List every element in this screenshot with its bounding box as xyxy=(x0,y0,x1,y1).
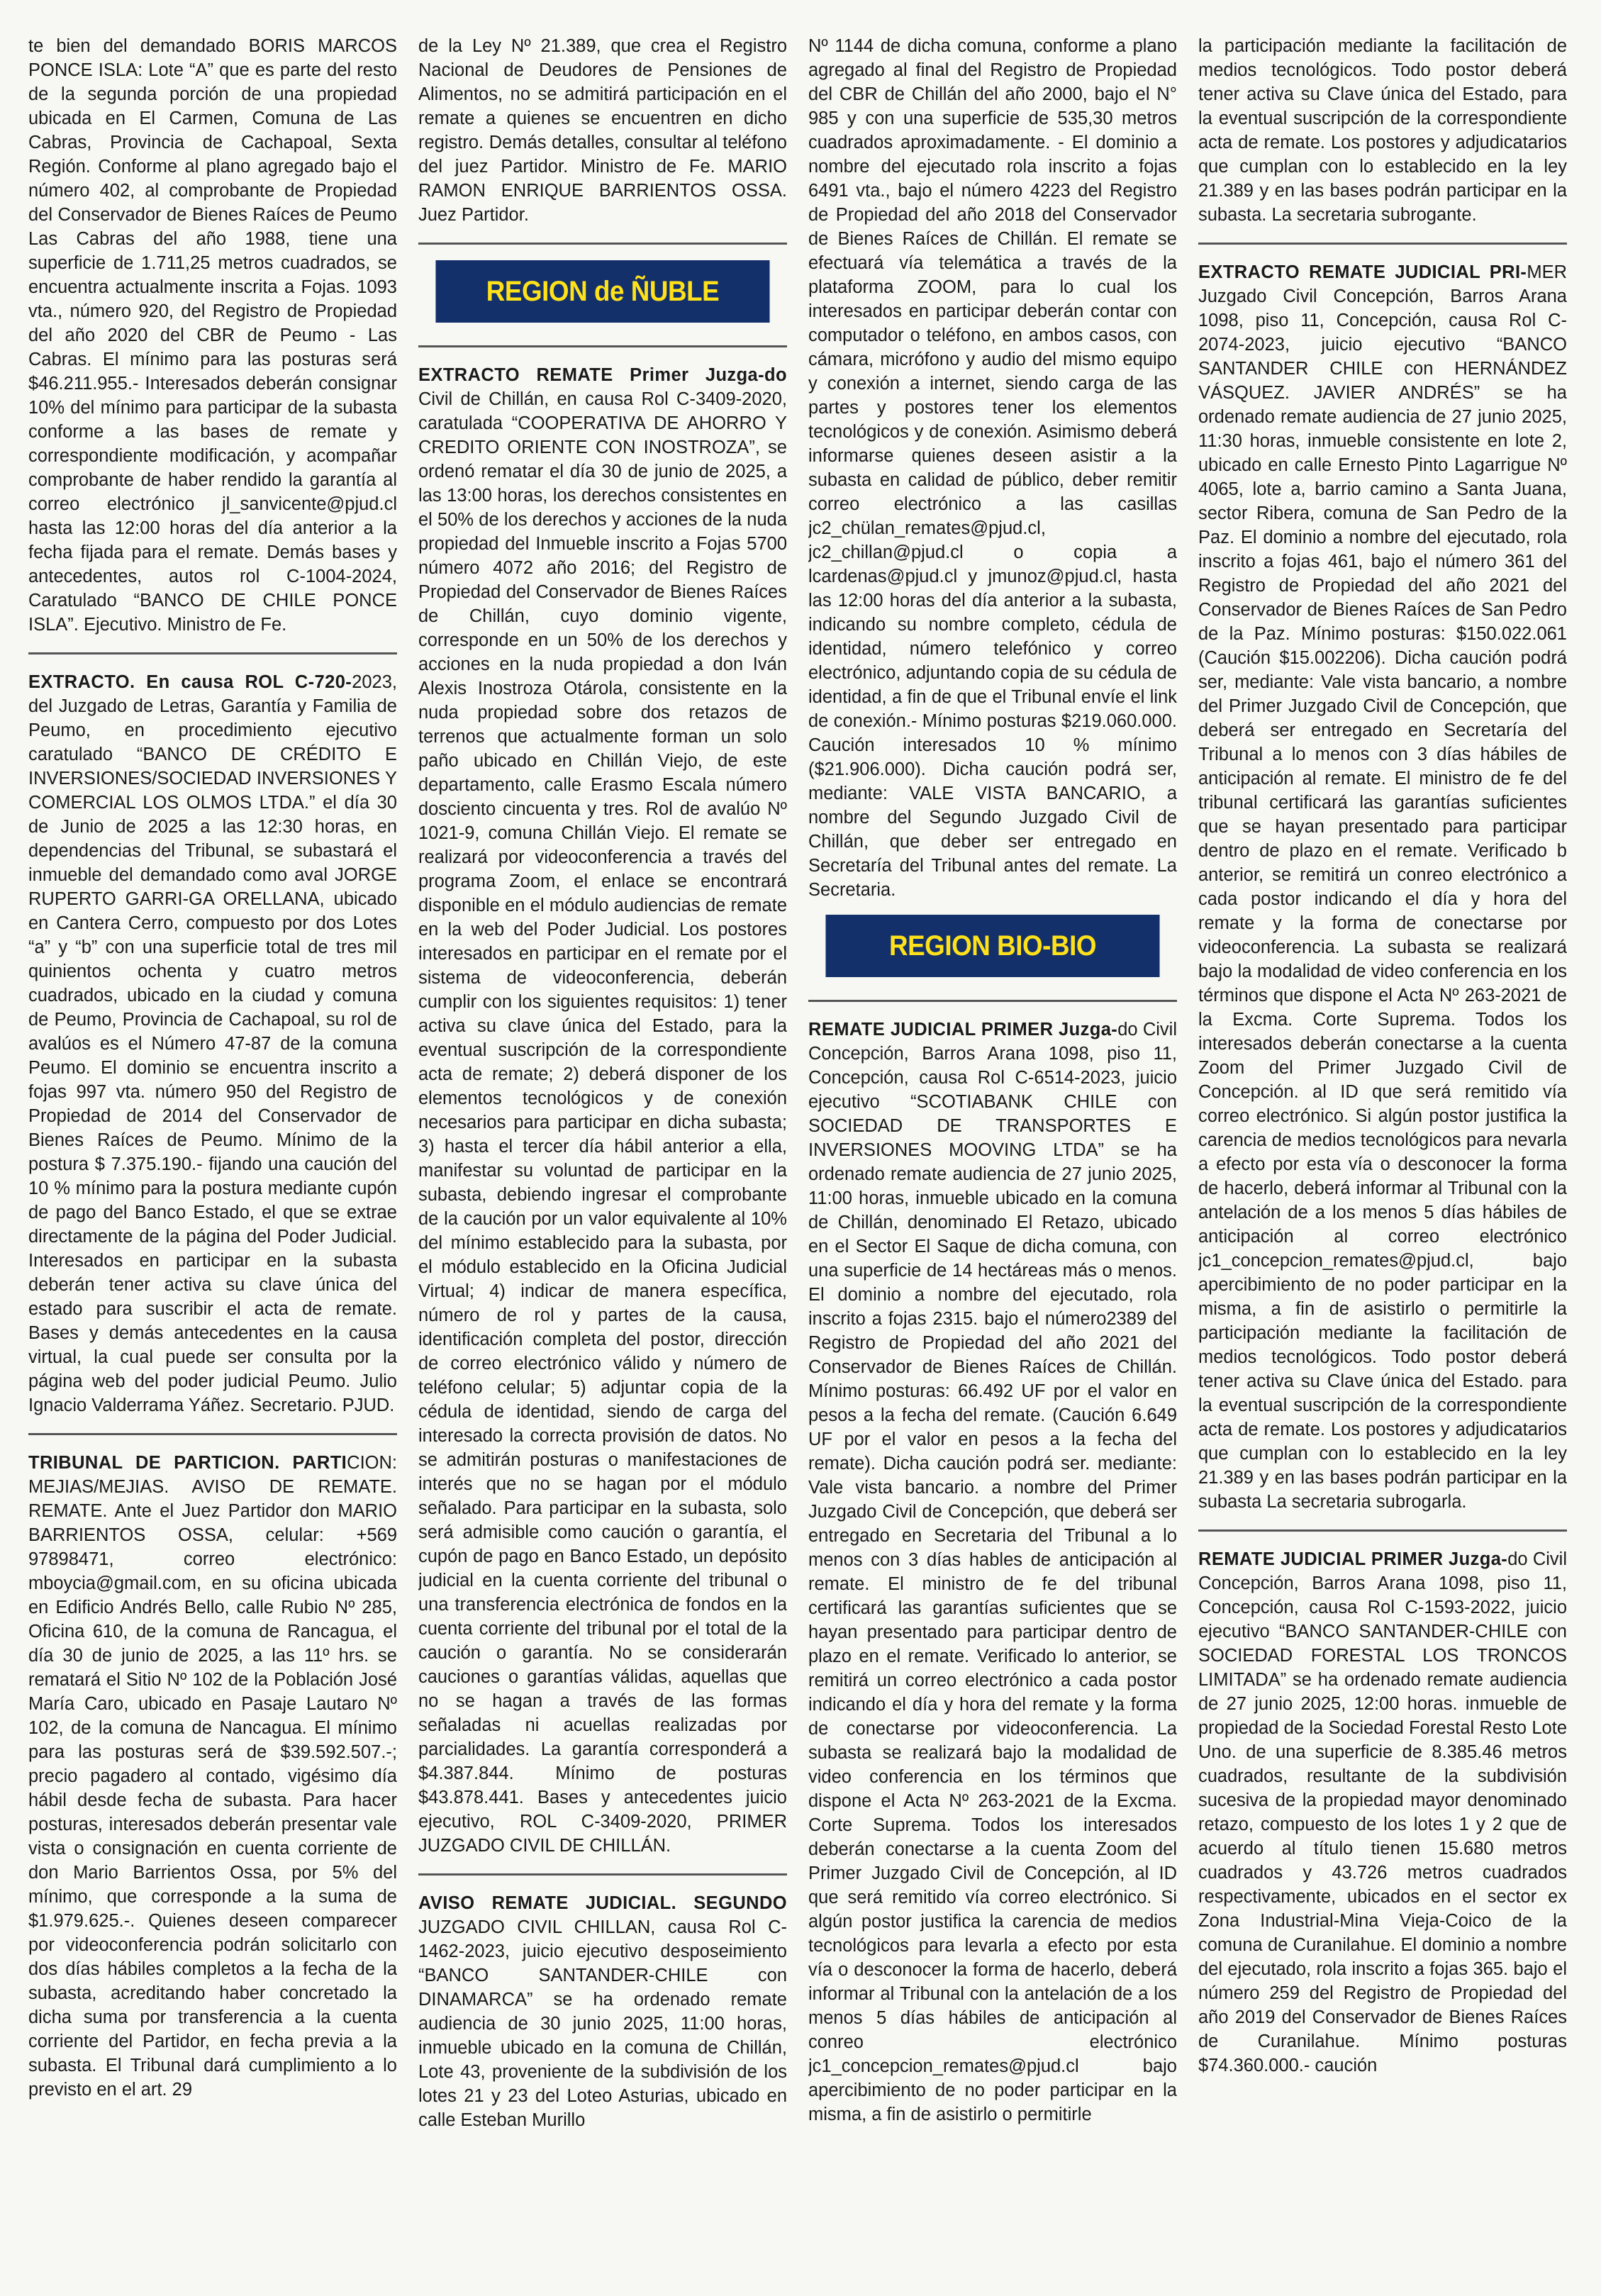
legal-notice xyxy=(28,670,397,1417)
legal-notice xyxy=(418,363,787,1858)
column-divider-rule xyxy=(1198,243,1567,245)
notice-heading: AVISO REMATE JUDICIAL. SEGUNDO xyxy=(418,1893,787,1913)
column-divider-rule xyxy=(418,345,787,347)
legal-notice xyxy=(28,34,397,637)
column-divider-rule xyxy=(418,243,787,245)
column-divider-rule xyxy=(28,652,397,654)
notice-heading: EXTRACTO. En causa ROL C-720- xyxy=(28,672,352,692)
notice-body: Civil de Chillán, en causa Rol C-3409-2020, caratulada “COOPERATIVA DE AHORRO Y CREDITO ORIENTE CON INOSTROZA”, se ordenó rematar el día 30 de junio de 2025, a las 13:00 horas, los derechos consistentes en el 50% de los derechos y acciones de la nuda propiedad del Inmueble inscrito a Fojas 5700 número 4072 año 2016; del Registro de Propiedad del Conservador de Bienes Raíces de Chillán, cuyo dominio vigente, corresponde en un 50% de los derechos y acciones en la nuda propiedad a don Iván Alexis Inostroza Otárola, consistente en la nuda propiedad sobre dos retazos de terrenos que actualmente forman un solo paño ubicado en Chillán Viejo, de este departamento, calle Erasmo Escala número dosciento cincuenta y tres. Rol de avalúo Nº 1021-9, comuna Chillán Viejo. El remate se realizará por videoconferencia a través del programa Zoom, el enlace se encontrará disponible en el módulo audiencias de remate en la web del Poder Judicial. Los postores interesados en participar en el remate por el sistema de videoconferencia, deberán cumplir con los siguientes requisitos: 1) tener activa su clave única del Estado, para la eventual suscripción de la correspondiente acta de remate; 2) deberá disponer de los elementos tecnológicos y de conexión necesarios para participar en dicha subasta; 3) hasta el tercer día hábil anterior a ella, manifestar su voluntad de participar en la subasta, debiendo ingresar el comprobante de la caución por un valor equivalente al 10% del mínimo establecido para la subasta, por el módulo establecido en la Oficina Judicial Virtual; 4) indicar de manera específica, número de rol y partes de la causa, identificación completa del postor, dirección de correo electrónico válido y número de teléfono celular; 5) adjuntar copia de la cédula de identidad, siendo de carga del interesado la correcta provisión de datos. No se admitirán posturas o manifestaciones de interés que no se hagan por el módulo señalado. Para participar en la subasta, solo será admisible como caución o garantía, el cupón de pago en Banco Estado, un depósito judicial en la cuenta corriente del tribunal o una transferencia electrónica de fondos en la cuenta corriente del tribunal por el total de la caución o garantía. No se considerarán cauciones o garantías válidas, aquellas que no se hagan a través de las formas señaladas ni acuellas realizadas por parcialidades. La garantía corresponderá a $4.387.844. Mínimo de posturas $43.878.441. Bases y antecedentes juicio ejecutivo, ROL C-3409-2020, PRIMER JUZGADO CIVIL DE CHILLÁN. xyxy=(418,389,787,1856)
notice-body: JUZGADO CIVIL CHILLAN, causa Rol C-1462-2023, juicio ejecutivo desposeimiento “BANCO SANTANDER-CHILE con DINAMARCA” se ha ordenado remate audiencia de 30 junio 2025, 11:00 horas, inmueble ubicado en la comuna de Chillán, Lote 43, proveniente de la subdivisión de los lotes 21 y 23 del Loteo Asturias, ubicado en calle Esteban Murillo xyxy=(418,1917,787,2130)
notice-heading: REMATE JUDICIAL PRIMER Juzga- xyxy=(808,1020,1118,1040)
notice-body: te bien del demandado BORIS MARCOS PONCE ISLA: Lote “A” que es parte del resto de la segunda porción de una propiedad ubicada en El Carmen, Comuna de Las Cabras, Provincia de Cachapoal, Sexta Región. Conforme al plano agregado bajo el número 402, al comprobante de Propiedad del Conservador de Bienes Raíces de Peumo Las Cabras del año 1988, tiene una superficie de 1.711,25 metros cuadrados, se encuentra actualmente inscrita a Fojas. 1093 vta., número 920, del Registro de Propiedad del año 2020 del CBR de Peumo - Las Cabras. El mínimo para las posturas será $46.211.955.- Interesados deberán consignar 10% del mínimo para participar de la subasta conforme a las bases de remate y correspondiente modificación, y acompañar comprobante de haber rendido la garantía al correo electrónico jl_sanvicente@pjud.cl hasta las 12:00 horas del día anterior a la fecha fijada para el remate. Demás bases y antecedentes, autos rol C-1004-2024, Caratulado “BANCO DE CHILE PONCE ISLA”. Ejecutivo. Ministro de Fe. xyxy=(28,36,397,635)
column-divider-rule xyxy=(418,1873,787,1876)
notice-heading: REMATE JUDICIAL PRIMER Juzga- xyxy=(1198,1549,1508,1569)
notice-heading: EXTRACTO REMATE Primer Juzga-do xyxy=(418,365,787,385)
notice-body: Nº 1144 de dicha comuna, conforme a plano agregado al final del Registro de Propiedad del CBR de Chillán del año 2000, bajo el N° 985 y con una superficie de 535,30 metros cuadrados aproximadamente. - El dominio a nombre del ejecutado rola inscrito a fojas 6491 vta., bajo el número 4223 del Registro de Propiedad del año 2018 del Conservador de Bienes Raíces de Chillán. El remate se efectuará vía telemática a través de la plataforma ZOOM, para lo cual los interesados en participar deberán contar con computador o teléfono, en ambos casos, con cámara, micrófono y audio del mismo equipo y conexión a internet, siendo carga de las partes y postores tener los elementos tecnológicos y de conexión. Asimismo deberá informarse quienes deseen asistir a la subasta en calidad de público, deber remitir correo electrónico a las casillas jc2_chülan_remates@pjud.cl, jc2_chillan@pjud.cl o copia a lcardenas@pjud.cl y jmunoz@pjud.cl, hasta las 12:00 horas del día anterior a la subasta, indicando su nombre completo, cédula de identidad, número telefónico y correo electrónico, adjuntando copia de su cédula de identidad, a fin de que el Tribunal envíe el link de conexión.- Mínimo posturas $219.060.000. Caución interesados 10 % mínimo ($21.906.000). Dicha caución podrá ser, mediante: VALE VISTA BANCARIO, a nombre del Segundo Juzgado Civil de Chillán, que deber ser entregado en Secretaría del Tribunal antes del remate. La Secretaria. xyxy=(808,36,1177,900)
notice-body: MER Juzgado Civil Concepción, Barros Arana 1098, piso 11, Concepción, causa Rol C-2074-2023, juicio ejecutivo “BANCO SANTANDER CHILE con HERNÁNDEZ VÁSQUEZ. JAVIER ANDRÉS” se ha ordenado remate audiencia de 27 junio 2025, 11:30 horas, inmueble consistente en lote 2, ubicado en calle Ernesto Pinto Lagarrigue Nº 4065, lote a, barrio camino a Santa Juana, sector Ribera, comuna de San Pedro de la Paz. El dominio a nombre del ejecutado, rola inscrito a fojas 461, bajo el número 361 del Registro de Propiedad del año 2021 del Conservador de Bienes Raíces de San Pedro de la Paz. Mínimo posturas: $150.022.061 (Caución $15.002206). Dicha caución podrá ser, mediante: Vale vista bancario, a nombre del Primer Juzgado Civil de Concepción, que deberá ser entregado en Secretaría del Tribunal a lo menos con 3 días hábiles de anticipación al remate. El ministro de fe del tribunal certificará las garantías suficientes que se hayan presentado para participar dentro de plazo en el remate. Verificado b anterior, se remitirá un conreo electrónico a cada postor indicando el día y hora del remate y la forma de conectarse por videoconferencia. La subasta se realizará bajo la modalidad de video conferencia en los términos que dispone el Acta Nº 263-2021 de la Excma. Corte Suprema. Todos los interesados deberán conectarse a la cuenta Zoom del Primer Juzgado Civil de Concepción. al ID que será remitido vía correo electrónico. Si algún postor justifica la carencia de medios tecnológicos para nevarla a efecto por esta vía o desconocer la forma de hacerlo, deberá informar al Tribunal con la antelación de a los menos 5 días hábiles de anticipación al correo electrónico jc1_concepcion_remates@pjud.cl, bajo apercibimiento de no poder participar en la misma, a fin de asistirlo o permitirle la participación mediante la facilitación de medios tecnológicos. Todo postor deberá tener activa su Clave única del Estado. para la eventual suscripción de la correspondiente acta de remate. Los postores y adjudicatarios que cumplan con lo establecido en la ley 21.389 y en las bases podrán participar en la subasta La secretaria subrogarla. xyxy=(1198,262,1567,1512)
legal-notice xyxy=(1198,260,1567,1514)
notice-body: 2023, del Juzgado de Letras, Garantía y Familia de Peumo, en procedimiento ejecutivo caratulado “BANCO DE CRÉDITO E INVERSIONES/SOCIEDAD INVERSIONES Y COMERCIAL LOS OLMOS LTDA.” el día 30 de Junio de 2025 a las 12:30 horas, en dependencias del Tribunal, se subastará el inmueble del demandado como aval JORGE RUPERTO GARRI-GA ORELLANA, ubicado en Cantera Cerro, compuesto por dos Lotes “a” y “b” con una superficie total de tres mil quinientos ochenta y cuatro metros cuadrados, ubicado en la ciudad y comuna de Peumo, Provincia de Cachapoal, su rol de avalúos es el Número 47-87 de la comuna Peumo. El dominio se encuentra inscrito a fojas 997 vta. número 950 del Registro de Propiedad de 2014 del Conservador de Bienes Raíces de Peumo. Mínimo de la postura $ 7.375.190.- fijando una caución del 10 % mínimo para la postura mediante cupón de pago del Banco Estado, el que se extrae directamente de la página del Poder Judicial. Interesados en participar en la subasta deberán tener activa su clave única del estado para suscribir el acta de remate. Bases y demás antecedentes en la causa virtual, la cual puede ser consulta por la página web del poder judicial Peumo. Julio Ignacio Valderrama Yáñez. Secretario. PJUD. xyxy=(28,672,397,1415)
legal-notice xyxy=(808,1018,1177,2127)
column-3 xyxy=(808,34,1177,2282)
column-4 xyxy=(1198,34,1567,2282)
notice-body: CION: MEJIAS/MEJIAS. AVISO DE REMATE. REMATE. Ante el Juez Partidor don MARIO BARRIENTOS OSSA, celular: +569 97898471, correo electrónico: mboycia@gmail.com, en su oficina ubicada en Edificio Andrés Bello, calle Rubio Nº 285, Oficina 610, de la comuna de Rancagua, el día 30 de junio de 2025, a las 11º hrs. se rematará el Sitio Nº 102 de la Población José María Caro, ubicado en Pasaje Lautaro Nº 102, de la comuna de Nancagua. El mínimo para las posturas será de $39.592.507.-; precio pagadero al contado, vigésimo día hábil desde fecha de subasta. Para hacer posturas, interesados deberán presentar vale vista o consignación en cuenta corriente de don Mario Barrientos Ossa, por 5% del mínimo, que corresponde a la suma de $1.979.625.-. Quienes deseen comparecer por videoconferencia podrán solicitarlo con dos días hábiles completos a la fecha de la subasta, acreditando haber concretado la dicha suma por transferencia a la cuenta corriente del Partidor, en fecha previa a la subasta. El Tribunal dará cumplimiento a lo previsto en el art. 29 xyxy=(28,1453,397,2100)
legal-notice xyxy=(418,1891,787,2132)
notice-body: la participación mediante la facilitación de medios tecnológicos. Todo postor deberá tener activa su Clave única del Estado, para la eventual suscripción de la correspondiente acta de remate. Los postores y adjudicatarios que cumplan con lo establecido en la ley 21.389 y en las bases podrán participar en la subasta. La secretaria subrogante. xyxy=(1198,36,1567,225)
region-banner: REGION BIO-BIO xyxy=(825,915,1159,977)
legal-notice xyxy=(418,34,787,227)
legal-notice xyxy=(28,1451,397,2102)
column-2 xyxy=(418,34,787,2282)
legal-notice xyxy=(1198,34,1567,227)
region-banner: REGION de ÑUBLE xyxy=(435,260,769,323)
notice-body: do Civil Concepción, Barros Arana 1098, piso 11, Concepción, causa Rol C-1593-2022, juicio ejecutivo “BANCO SANTANDER-CHILE con SOCIEDAD FORESTAL LOS TRONCOS LIMITADA” se ha ordenado remate audiencia de 27 junio 2025, 12:00 horas. inmueble de propiedad de la Sociedad Forestal Resto Lote Uno. de una superficie de 8.385.46 metros cuadrados, resultante de la subdivisión sucesiva de la propiedad mayor denominado retazo, compuesto de los lotes 1 y 2 que de acuerdo al título tienen 15.680 metros cuadrados y 43.726 metros cuadrados respectivamente, ubicados en el sector ex Zona Industrial-Mina Vieja-Coico de la comuna de Curanilahue. El dominio a nombre del ejecutado, rola inscrito a fojas 365. bajo el número 259 del Registro de Propiedad del año 2019 del Conservador de Bienes Raíces de Curanilahue. Mínimo posturas $74.360.000.- caución xyxy=(1198,1549,1567,2075)
column-divider-rule xyxy=(28,1433,397,1435)
column-1 xyxy=(28,34,397,2282)
column-divider-rule xyxy=(1198,1529,1567,1532)
notice-body: do Civil Concepción, Barros Arana 1098, piso 11, Concepción, causa Rol C-6514-2023, juicio ejecutivo “SCOTIABANK CHILE con SOCIEDAD DE TRANSPORTES E INVERSIONES MOOVING LTDA” se ha ordenado remate audiencia de 27 junio 2025, 11:00 horas, inmueble ubicado en la comuna de Chillán, denominado El Retazo, ubicado en el Sector El Saque de dicha comuna, con una superficie de 14 hectáreas más o menos. El dominio a nombre del ejecutado, rola inscrito a fojas 2315. bajo el número2389 del Registro de Propiedad del año 2021 del Conservador de Bienes Raíces de Chillán. Mínimo posturas: 66.492 UF por el valor en pesos a la fecha del remate. (Caución 6.649 UF por el valor en pesos a la fecha del remate). Dicha caución podrá ser. mediante: Vale vista bancario. a nombre del Primer Juzgado Civil de Concepción, que deberá ser entregado en Secretaria del Tribunal a lo menos con 3 días hables de anticipación al remate. El ministro de fe del tribunal certificará las garantías suficientes que se hayan presentado para participar dentro de plazo en el remate. Verificado lo anterior, se remitirá un correo electrónico a cada postor indicando el día y hora del remate y la forma de conectarse por videoconferencia. La subasta se realizará bajo la modalidad de video conferencia en los términos que dispone el Acta Nº 263-2021 de la Excma. Corte Suprema. Todos los interesados deberán conectarse a la cuenta Zoom del Primer Juzgado Civil de Concepción, al ID que será remitido vía correo electrónico. Si algún postor justifica la carencia de medios tecnológicos para levarla a efecto por esta vía o desconocer la forma de hacerlo, deberá informar al Tribunal con la antelación de a los menos 5 días hábiles de anticipación al conreo electrónico jc1_concepcion_remates@pjud.cl bajo apercibimiento de no poder participar en la misma, a fin de asistirlo o permitirle xyxy=(808,1020,1177,2124)
column-divider-rule xyxy=(808,1000,1177,1002)
notice-heading: TRIBUNAL DE PARTICION. PARTI xyxy=(28,1453,347,1473)
legal-notice xyxy=(1198,1547,1567,2078)
notice-body: de la Ley Nº 21.389, que crea el Registro Nacional de Deudores de Pensiones de Alimentos, no se admitirá participación en el remate a quienes se encuentren en dicho registro. Demás detalles, consultar al teléfono del juez Partidor. Ministro de Fe. MARIO RAMON ENRIQUE BARRIENTOS OSSA. Juez Partidor. xyxy=(418,36,787,225)
notice-heading: EXTRACTO REMATE JUDICIAL PRI- xyxy=(1198,262,1527,282)
legal-notice xyxy=(808,34,1177,902)
